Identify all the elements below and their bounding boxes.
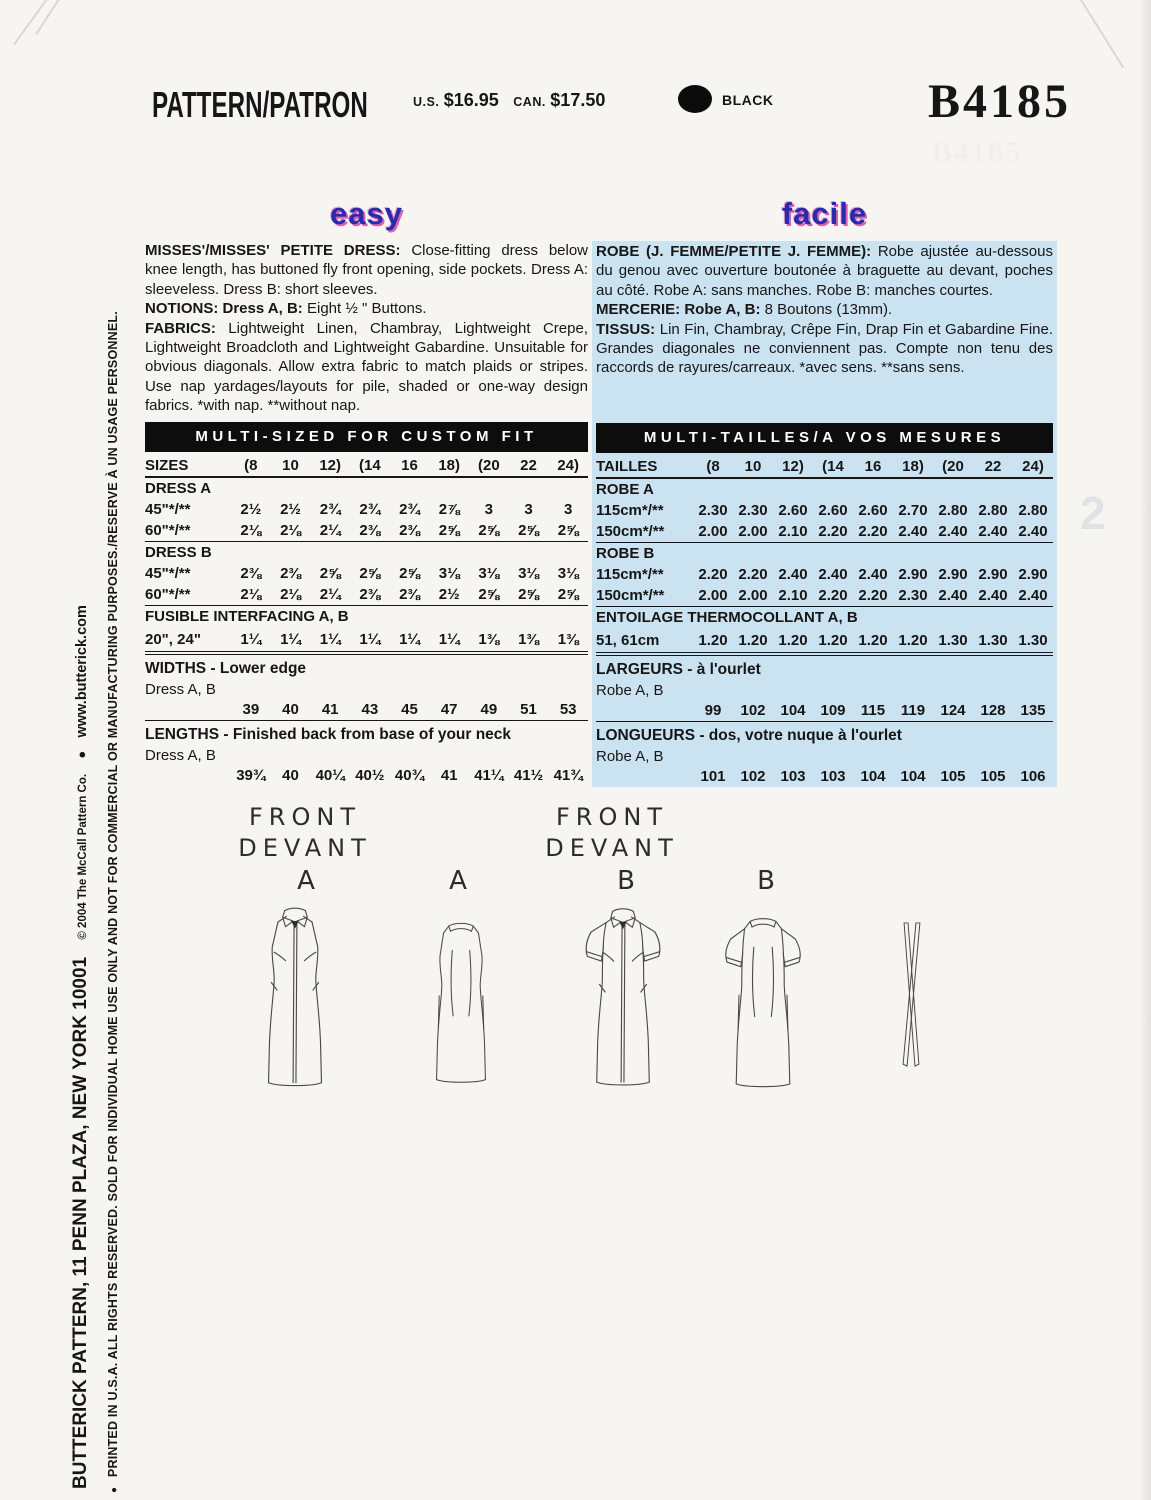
metrage-value: 2.20: [738, 566, 768, 583]
row-values: [231, 457, 588, 474]
dress-b-back-illustration: [703, 910, 823, 1100]
row-label: 115cm*/**: [596, 502, 664, 519]
length-value: 39¾: [236, 767, 266, 784]
yardage-value: 3: [563, 501, 573, 518]
section-label: DRESS A: [145, 480, 212, 497]
metrage-value: 2.30: [738, 502, 768, 519]
paragraph-lead: ROBE (J. FEMME/PETITE J. FEMME):: [596, 243, 872, 260]
yardage-table-en: [145, 422, 588, 786]
row-label: SIZES: [145, 457, 189, 474]
paragraph-text: 8 Boutons (13mm).: [764, 301, 893, 319]
table-row: [596, 766, 1053, 787]
length-value: 41¼: [474, 767, 504, 784]
copyright-text: © 2004 The McCall Pattern Co.: [77, 773, 89, 940]
yardage-value: 2¾: [359, 501, 381, 518]
size-value: 18): [438, 457, 460, 474]
metrage-value: 2.40: [938, 523, 968, 540]
widths-subtitle: Dress A, B: [145, 680, 216, 698]
paragraph-text: Eight ½ " Buttons.: [306, 300, 427, 318]
metrage-value: 2.30: [698, 502, 728, 519]
yardage-value: 2⅛: [240, 586, 262, 603]
metrage-value: 2.40: [1018, 587, 1048, 604]
width-value: 102: [740, 702, 766, 719]
yardage-value: 2⅜: [240, 565, 262, 582]
length-value: 40¾: [394, 767, 425, 784]
yardage-value: 2⅝: [399, 565, 420, 582]
metrage-value: 2.20: [818, 587, 848, 604]
bullet-icon: ●: [74, 750, 89, 759]
table-row: [596, 585, 1053, 607]
yardage-value: 2⅝: [438, 522, 460, 539]
length-value: 104: [860, 768, 886, 785]
length-value: 102: [740, 768, 766, 785]
metrage-value: 2.40: [978, 523, 1008, 540]
lengths-heading: LENGTHS - Finished back from base of your neck: [145, 725, 512, 743]
metrage-value: 2.90: [938, 566, 968, 583]
yardage-value: 2⅜: [399, 522, 420, 539]
width-value: 43: [361, 701, 379, 718]
width-value: 49: [480, 701, 498, 718]
widths-heading: WIDTHS - Lower edge: [145, 659, 307, 677]
sidebar-legal-line: [106, 311, 120, 1493]
view-letter-a-front: A: [297, 866, 315, 896]
yardage-value: 1¼: [359, 630, 381, 648]
row-values: [231, 767, 588, 784]
length-value: 103: [820, 768, 846, 785]
metrage-value: 2.40: [938, 587, 968, 604]
view-letter-a-back: A: [449, 866, 467, 896]
metrage-value: 2.40: [1018, 523, 1048, 540]
size-value: (14: [822, 458, 844, 475]
table-row: [145, 584, 588, 606]
table-row: [596, 500, 1053, 521]
size-value: 24): [1022, 458, 1044, 475]
price-us-label: U.S.: [413, 95, 440, 109]
yardage-value: 2½: [280, 501, 301, 518]
sidebar-publisher-line: [70, 605, 92, 1489]
french-blue-panel: [592, 241, 1057, 787]
yardage-value: 2¼: [319, 522, 341, 539]
yardage-value: 3⅛: [518, 565, 539, 582]
length-value: 103: [780, 768, 806, 785]
length-value: 105: [980, 768, 1006, 785]
paragraph-lead: MERCERIE: Robe A, B:: [596, 301, 761, 319]
table-row: [145, 627, 588, 655]
size-value: 16: [401, 457, 418, 474]
width-value: 135: [1020, 702, 1046, 719]
width-value: 40: [282, 701, 299, 718]
size-value: (20: [942, 458, 964, 475]
row-values: [231, 501, 588, 518]
yardage-value: 2¾: [399, 501, 420, 518]
row-label: 51, 61cm: [596, 631, 660, 649]
table-row: [596, 521, 1053, 543]
metrage-value: 1.20: [818, 631, 848, 649]
metrage-value: 2.80: [1018, 502, 1048, 519]
paragraph: [145, 319, 588, 416]
metrage-value: 1.20: [778, 631, 808, 649]
row-label: 115cm*/**: [596, 566, 664, 583]
table-row: [145, 520, 588, 542]
metrage-value: 1.20: [698, 631, 728, 649]
length-value: 41½: [513, 767, 544, 784]
metrage-value: 2.30: [898, 587, 928, 604]
view-letter-b-front: B: [617, 866, 635, 896]
width-value: 51: [520, 701, 537, 718]
size-value: (14: [358, 457, 381, 474]
width-value: 45: [401, 701, 418, 718]
row-values: [231, 565, 588, 582]
ink-bleed-ghost: B4185: [932, 136, 1023, 169]
black-color-dot-icon: [678, 85, 712, 113]
website-url: www.butterick.com: [74, 605, 90, 738]
yardage-value: 2½: [438, 586, 460, 603]
table-row: [145, 563, 588, 584]
metrage-value: 1.20: [738, 631, 768, 649]
section-label: FUSIBLE INTERFACING A, B: [145, 608, 349, 625]
metrage-value: 1.30: [938, 631, 968, 649]
section-label: ROBE A: [596, 481, 654, 498]
largeurs-heading: LARGEURS - à l'ourlet: [596, 660, 761, 678]
size-value: 10: [282, 457, 299, 474]
price-line: [413, 90, 615, 111]
paper-crease: [1078, 0, 1124, 68]
length-value: 106: [1020, 768, 1046, 785]
width-value: 39: [242, 701, 260, 718]
table-row: [145, 699, 588, 721]
metrage-value: 2.20: [818, 523, 848, 540]
metrage-value: 1.30: [1018, 631, 1048, 649]
row-values: [693, 566, 1053, 583]
yardage-value: 3⅛: [557, 565, 579, 582]
size-value: 22: [984, 458, 1002, 475]
front-label: FRONT: [556, 803, 668, 831]
length-value: 101: [700, 768, 726, 785]
largeurs-subtitle: Robe A, B: [596, 681, 664, 699]
metrage-value: 2.90: [978, 566, 1008, 583]
row-values: [231, 701, 588, 718]
section-label: DRESS B: [145, 544, 212, 561]
paragraph-text: Close-fitting dress below knee length, has buttoned fly front opening, side pockets. Dress A: sleeveless. Dress B: short sleeves.: [145, 242, 589, 298]
yardage-value: 1⅜: [518, 630, 539, 648]
yardage-value: 2¼: [319, 586, 341, 603]
yardage-value: 2⅜: [359, 586, 381, 603]
yardage-table-fr: [596, 423, 1053, 787]
front-devant-label-1: [230, 802, 380, 864]
paragraph-text: Lin Fin, Chambray, Crêpe Fin, Drap Fin et Gabardine Fine. Grandes diagonales ne conviennent pas. Compte non tenu des raccords de rayures/carreaux. *avec sens. **sans sens.: [596, 320, 1053, 377]
width-value: 47: [440, 701, 458, 718]
table-row-sizes: [145, 455, 588, 478]
longueurs-subtitle: Robe A, B: [596, 747, 664, 765]
width-value: 119: [900, 702, 926, 719]
table-row: [596, 628, 1053, 656]
dress-b-front-illustration: [562, 898, 684, 1102]
width-value: 128: [980, 702, 1006, 719]
row-label: 20", 24": [145, 630, 201, 648]
pattern-number: B4185: [928, 75, 1072, 128]
metrage-value: 2.40: [858, 566, 888, 583]
color-name: BLACK: [722, 92, 774, 108]
metrage-value: 2.00: [698, 587, 728, 604]
table-row: [596, 700, 1053, 722]
yardage-value: 2½: [240, 501, 262, 518]
front-devant-label-2: [537, 802, 687, 864]
price-can-value: $17.50: [550, 90, 606, 110]
devant-label: DEVANT: [545, 834, 679, 862]
row-values: [231, 522, 588, 539]
dress-a-back-illustration: [413, 910, 509, 1100]
yardage-value: 1¼: [319, 630, 341, 648]
difficulty-label-en: easy: [330, 196, 403, 231]
row-values: [693, 523, 1053, 540]
section-label: ENTOILAGE THERMOCOLLANT A, B: [596, 609, 858, 626]
metrage-value: 2.80: [978, 502, 1008, 519]
description-en: [145, 241, 588, 418]
size-value: 18): [902, 458, 924, 475]
paragraph-lead: FABRICS:: [145, 319, 216, 337]
metrage-value: 2.40: [898, 523, 928, 540]
metrage-value: 2.20: [698, 566, 728, 583]
row-label: 45"*/**: [145, 501, 191, 518]
yardage-value: 2⅛: [280, 586, 301, 603]
metrage-value: 2.60: [858, 502, 888, 519]
metrage-value: 2.00: [738, 587, 768, 604]
bullet-icon: ●: [109, 1486, 120, 1493]
dress-a-front-illustration: [243, 897, 347, 1103]
legal-text: PRINTED IN U.S.A. ALL RIGHTS RESERVED. SOLD FOR INDIVIDUAL HOME USE ONLY AND NOT FOR COMMERCIAL OR MANUFACTURING PURPOSES./RESERVE À UN USAGE PERSONNEL.: [106, 311, 120, 1478]
metrage-value: 2.80: [938, 502, 968, 519]
price-can-label: CAN.: [513, 95, 546, 109]
metrage-value: 1.20: [858, 631, 888, 649]
row-values: [693, 702, 1053, 719]
lengths-subtitle: Dress A, B: [145, 746, 216, 764]
price-us-value: $16.95: [443, 90, 499, 110]
metrage-value: 2.00: [738, 523, 768, 540]
length-value: 40: [282, 767, 299, 784]
length-value: 41¾: [553, 767, 583, 784]
table-title: MULTI-SIZED FOR CUSTOM FIT: [145, 422, 588, 452]
paragraph-lead: MISSES'/MISSES' PETITE DRESS:: [145, 242, 401, 259]
metrage-value: 2.10: [778, 587, 808, 604]
metrage-value: 1.20: [898, 631, 928, 649]
publisher-address: BUTTERICK PATTERN, 11 PENN PLAZA, NEW YORK 10001: [70, 956, 91, 1489]
size-value: 16: [864, 458, 882, 475]
length-value: 105: [940, 768, 966, 785]
longueurs-heading: LONGUEURS - dos, votre nuque à l'ourlet: [596, 726, 902, 744]
width-value: 104: [780, 702, 806, 719]
table-row-sizes: [596, 456, 1053, 479]
yardage-value: 2⅜: [359, 522, 381, 539]
length-value: 41: [440, 767, 458, 784]
row-label: 150cm*/**: [596, 523, 665, 540]
metrage-value: 2.90: [1018, 566, 1048, 583]
french-column: [596, 196, 1053, 787]
yardage-value: 1¼: [399, 630, 420, 648]
paragraph: [596, 300, 1053, 319]
english-column: [145, 196, 588, 786]
row-values: [693, 587, 1053, 604]
width-value: 124: [940, 702, 966, 719]
row-label: 45"*/**: [145, 565, 191, 582]
width-value: 41: [321, 701, 339, 718]
yardage-value: 3: [524, 501, 533, 518]
size-value: (20: [477, 457, 500, 474]
table-row: [145, 499, 588, 520]
metrage-value: 2.00: [698, 523, 728, 540]
yardage-value: 2⅛: [280, 522, 301, 539]
size-value: 12): [782, 458, 804, 475]
yardage-value: 2⅜: [399, 586, 420, 603]
row-label: 60"*/**: [145, 522, 191, 539]
length-value: 40¼: [315, 767, 345, 784]
paragraph-text: Lightweight Linen, Chambray, Lightweight Crepe, Lightweight Broadcloth and Lightweight Gabardine. Unsuitable for obvious diagonals. Allow extra fabric to match plaids or stripes. Use nap yardages/layouts for pile, shaded or one-way design fabrics. *with nap. **without nap.: [145, 319, 588, 415]
row-label: 150cm*/**: [596, 587, 665, 604]
yardage-value: 1¼: [280, 630, 301, 648]
table-row: [145, 765, 588, 786]
brand-label: PATTERN/PATRON: [152, 84, 368, 126]
table-row: [596, 564, 1053, 585]
yardage-value: 3⅛: [478, 565, 500, 582]
metrage-value: 2.40: [778, 566, 808, 583]
size-value: 10: [744, 458, 762, 475]
description-fr: [596, 241, 1053, 419]
paragraph-text: Robe ajustée au-dessous du genou avec ouverture boutonée à braguette au devant, poches au côté. Robe A: sans manches. Robe B: manches courtes.: [596, 243, 1053, 299]
row-values: [231, 631, 588, 648]
paragraph: [596, 242, 1053, 300]
size-value: 12): [319, 457, 341, 474]
metrage-value: 2.20: [858, 523, 888, 540]
width-value: 53: [559, 701, 577, 718]
size-value: 22: [520, 457, 537, 474]
paragraph-lead: NOTIONS: Dress A, B:: [145, 300, 303, 318]
yardage-value: 2⅞: [438, 501, 460, 518]
page-edge-shadow: [1139, 0, 1151, 1500]
front-label: FRONT: [249, 803, 361, 831]
faint-page-mark: 2: [1080, 487, 1106, 539]
row-values: [693, 632, 1053, 649]
yardage-value: 3⅛: [438, 565, 460, 582]
yardage-value: 2⅝: [478, 586, 500, 603]
size-value: (8: [706, 458, 720, 475]
row-values: [693, 768, 1053, 785]
paragraph: [145, 241, 588, 299]
paper-crease: [35, 0, 60, 35]
yardage-value: 2⅝: [359, 565, 381, 582]
yardage-value: 2⅝: [319, 565, 341, 582]
difficulty-label-fr: facile: [781, 196, 868, 231]
row-values: [693, 502, 1053, 519]
yardage-value: 1⅜: [557, 630, 579, 648]
width-value: 109: [820, 702, 846, 719]
yardage-value: 2⅝: [518, 522, 539, 539]
yardage-value: 3: [484, 501, 493, 518]
width-value: 115: [860, 702, 886, 719]
metrage-value: 2.10: [778, 523, 808, 540]
yardage-value: 1¼: [240, 630, 262, 648]
paragraph: [145, 299, 588, 318]
row-values: [231, 586, 588, 603]
view-letter-b-back: B: [757, 866, 775, 896]
paragraph: [596, 320, 1053, 378]
metrage-value: 2.90: [898, 566, 928, 583]
metrage-value: 2.20: [858, 587, 888, 604]
yardage-value: 2⅝: [518, 586, 539, 603]
yardage-value: 2⅝: [557, 522, 579, 539]
paragraph-lead: TISSUS:: [596, 320, 656, 338]
row-label: TAILLES: [596, 458, 658, 475]
metrage-value: 2.70: [898, 502, 928, 519]
metrage-value: 2.40: [818, 566, 848, 583]
length-value: 40½: [355, 767, 385, 784]
section-label: ROBE B: [596, 545, 655, 562]
metrage-value: 2.60: [818, 502, 848, 519]
length-value: 104: [900, 768, 926, 785]
row-values: [693, 458, 1053, 475]
size-value: 24): [557, 457, 579, 474]
yardage-value: 1⅜: [478, 630, 500, 648]
yardage-value: 2⅝: [557, 586, 579, 603]
yardage-value: 2⅛: [240, 522, 262, 539]
devant-label: DEVANT: [238, 834, 372, 862]
yardage-value: 2⅜: [280, 565, 301, 582]
yardage-value: 1¼: [438, 630, 460, 648]
row-label: 60"*/**: [145, 586, 191, 603]
belt-tie-illustration: [890, 918, 932, 1076]
yardage-value: 2⅝: [478, 522, 500, 539]
yardage-value: 2¾: [319, 501, 341, 518]
metrage-value: 2.40: [978, 587, 1008, 604]
table-title: MULTI-TAILLES/A VOS MESURES: [596, 423, 1053, 453]
width-value: 99: [704, 702, 722, 719]
metrage-value: 2.60: [778, 502, 808, 519]
metrage-value: 1.30: [978, 631, 1008, 649]
size-value: (8: [244, 457, 258, 474]
